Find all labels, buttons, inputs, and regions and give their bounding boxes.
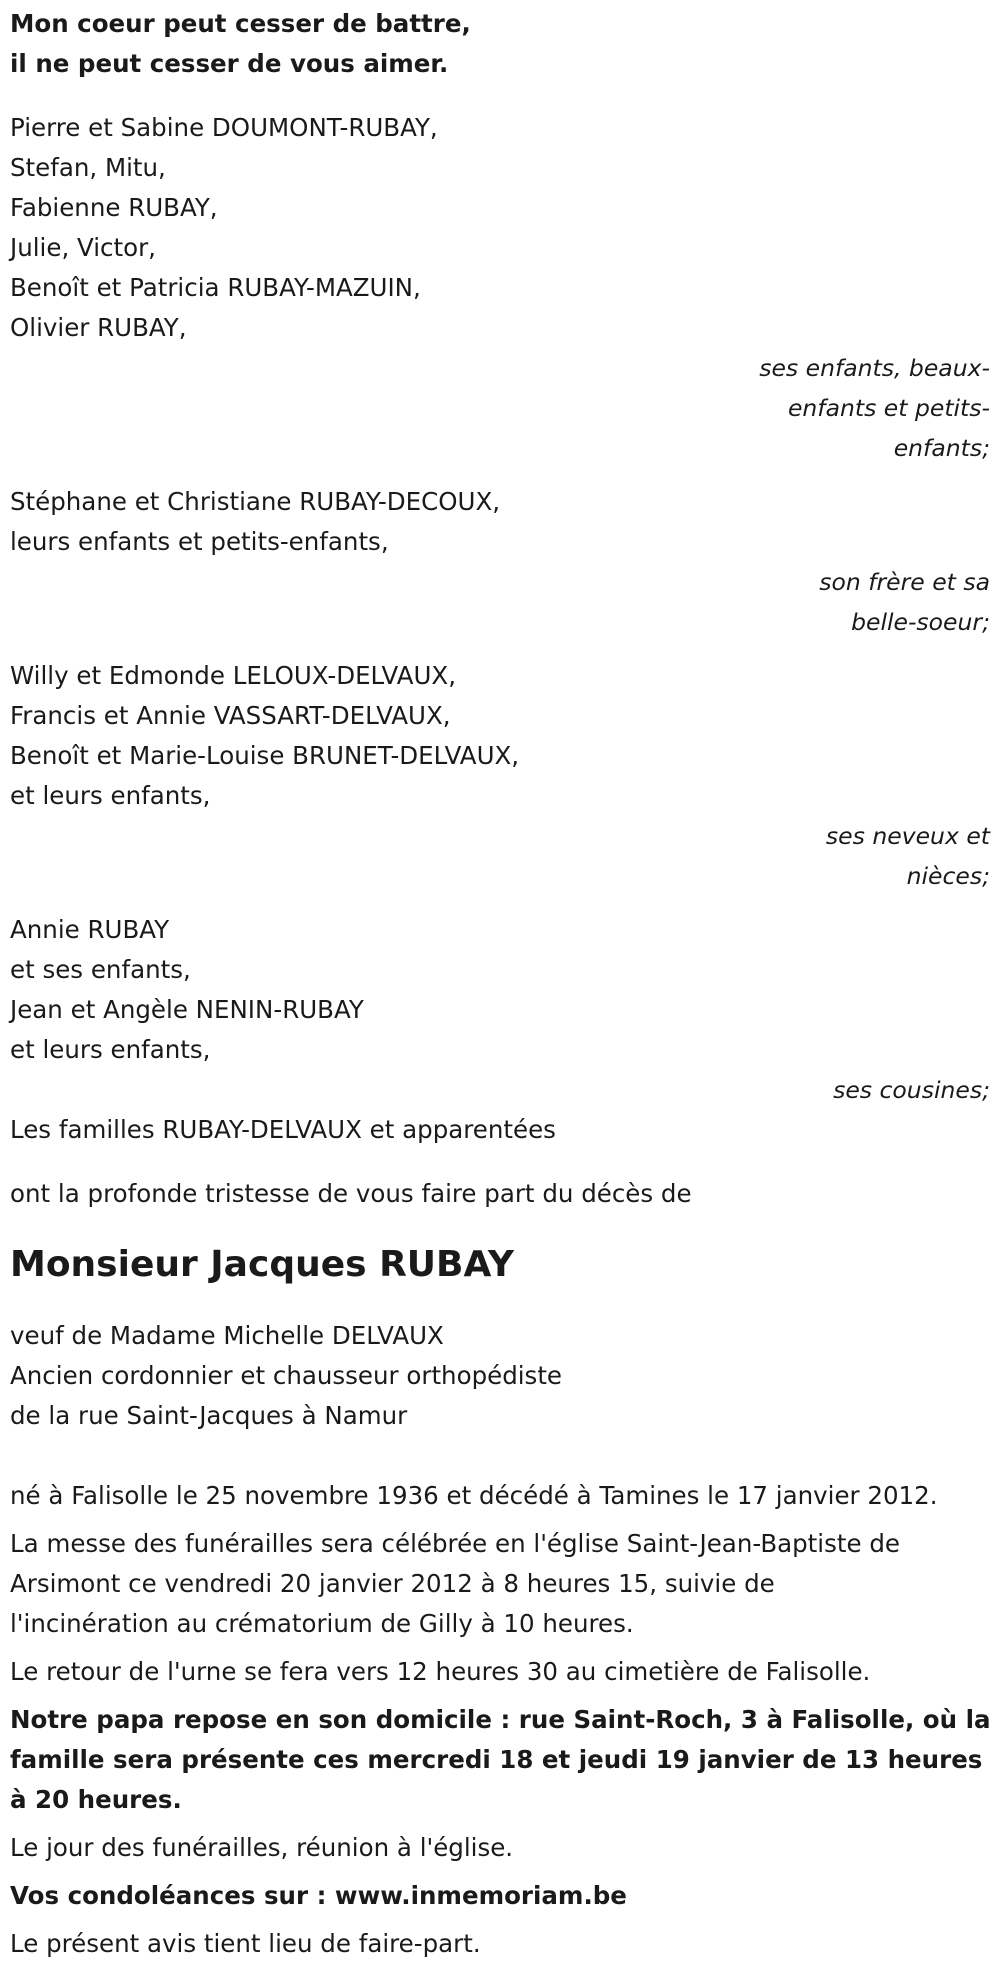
announcement: ont la profonde tristesse de vous faire part du décès de xyxy=(10,1179,692,1208)
relation-label xyxy=(10,816,990,896)
relation-line: ses cousines; xyxy=(833,1076,990,1104)
relation-line: ses neveux et xyxy=(825,822,990,850)
deceased-details xyxy=(10,1316,990,1436)
motto-line-1: Mon coeur peut cesser de battre, xyxy=(10,9,471,38)
deceased-name: Monsieur Jacques RUBAY xyxy=(10,1244,514,1285)
funeral-paragraph xyxy=(10,1524,990,1644)
family-name: leurs enfants et petits-enfants, xyxy=(10,527,389,556)
family-name: et ses enfants, xyxy=(10,955,191,984)
relation-label xyxy=(10,348,990,468)
family-name: Willy et Edmonde LELOUX-DELVAUX, xyxy=(10,661,456,690)
rest-line: famille sera présente ces mercredi 18 et jeudi 19 janvier de 13 heures xyxy=(10,1745,983,1774)
family-group-children xyxy=(10,108,990,468)
rest-paragraph xyxy=(10,1700,990,1820)
notice-line: Le présent avis tient lieu de faire-part. xyxy=(10,1929,481,1958)
funeral-line: l'incinération au crématorium de Gilly à 10 heures. xyxy=(10,1609,634,1638)
family-name: Francis et Annie VASSART-DELVAUX, xyxy=(10,701,451,730)
urn-line: Le retour de l'urne se fera vers 12 heures 30 au cimetière de Falisolle. xyxy=(10,1657,871,1686)
family-name: Fabienne RUBAY, xyxy=(10,193,218,222)
rest-line: à 20 heures. xyxy=(10,1785,182,1814)
relation-label xyxy=(10,1070,990,1110)
family-name: Stéphane et Christiane RUBAY-DECOUX, xyxy=(10,487,501,516)
family-name: Julie, Victor, xyxy=(10,233,156,262)
family-name: Benoît et Patricia RUBAY-MAZUIN, xyxy=(10,273,421,302)
family-group-cousins xyxy=(10,910,990,1110)
birth-death-line: né à Falisolle le 25 novembre 1936 et décédé à Tamines le 17 janvier 2012. xyxy=(10,1481,938,1510)
meeting-line: Le jour des funérailles, réunion à l'église. xyxy=(10,1833,514,1862)
family-name: Stefan, Mitu, xyxy=(10,153,166,182)
motto-line-2: il ne peut cesser de vous aimer. xyxy=(10,49,449,78)
family-name: Annie RUBAY xyxy=(10,915,170,944)
family-name: et leurs enfants, xyxy=(10,1035,211,1064)
family-name: Olivier RUBAY, xyxy=(10,313,187,342)
relation-label xyxy=(10,562,990,642)
relation-line: enfants et petits- xyxy=(787,394,990,422)
funeral-line: Arsimont ce vendredi 20 janvier 2012 à 8 heures 15, suivie de xyxy=(10,1569,775,1598)
relation-line: enfants; xyxy=(893,434,990,462)
relation-line: nièces; xyxy=(906,862,990,890)
condolences-link[interactable]: Vos condoléances sur : www.inmemoriam.be xyxy=(10,1881,627,1910)
family-name: Benoît et Marie-Louise BRUNET-DELVAUX, xyxy=(10,741,520,770)
family-group-nephews xyxy=(10,656,990,896)
relation-line: belle-soeur; xyxy=(851,608,990,636)
family-group-sibling xyxy=(10,482,990,642)
funeral-line: La messe des funérailles sera célébrée en l'église Saint-Jean-Baptiste de xyxy=(10,1529,900,1558)
motto xyxy=(10,0,990,84)
detail-line: de la rue Saint-Jacques à Namur xyxy=(10,1401,408,1430)
family-name: et leurs enfants, xyxy=(10,781,211,810)
family-name: Pierre et Sabine DOUMONT-RUBAY, xyxy=(10,113,438,142)
detail-line: veuf de Madame Michelle DELVAUX xyxy=(10,1321,444,1350)
families-line: Les familles RUBAY-DELVAUX et apparentées xyxy=(10,1115,556,1144)
relation-line: ses enfants, beaux- xyxy=(759,354,990,382)
relation-line: son frère et sa xyxy=(819,568,990,596)
detail-line: Ancien cordonnier et chausseur orthopédiste xyxy=(10,1361,563,1390)
rest-line: Notre papa repose en son domicile : rue Saint-Roch, 3 à Falisolle, où la xyxy=(10,1705,991,1734)
family-name: Jean et Angèle NENIN-RUBAY xyxy=(10,995,364,1024)
